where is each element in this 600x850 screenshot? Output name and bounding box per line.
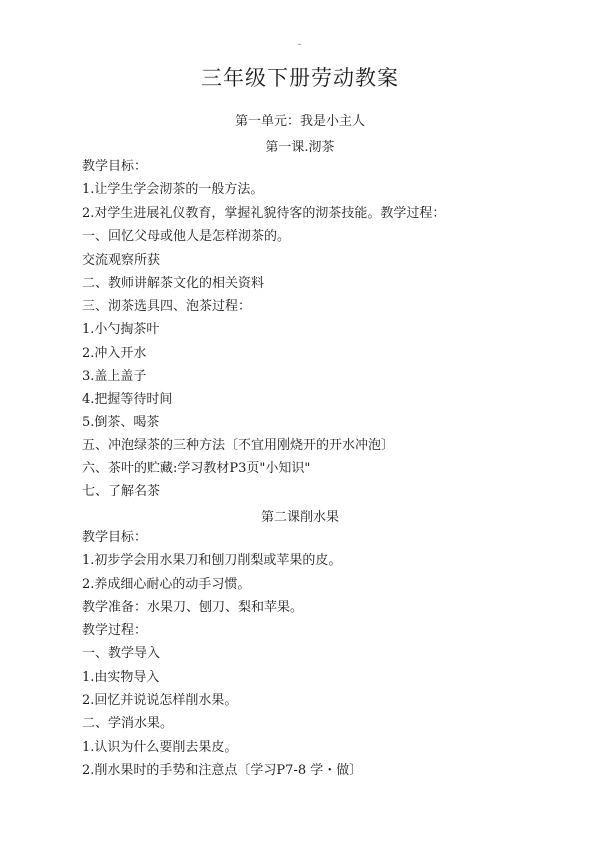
- lesson1-line: 4.把握等待时间: [82, 392, 173, 407]
- lesson1-heading: 第一课.沏茶: [265, 140, 335, 155]
- lesson2-line: 2.回忆并说说怎样削水果。: [82, 693, 238, 708]
- lesson1-line: 六、茶叶的贮藏:学习教材P3页"小知识": [82, 461, 311, 476]
- lesson1-line: 教学目标：: [82, 159, 148, 174]
- lesson2-line: 教学准备：水果刀、刨刀、梨和苹果。: [82, 600, 304, 615]
- unit-heading: 第一单元：我是小主人: [234, 114, 365, 129]
- lesson2-line: 1.由实物导入: [82, 670, 160, 685]
- lesson2-line: 1.认识为什么要削去果皮。: [82, 740, 238, 755]
- lesson1-line: 三、沏茶选具四、泡茶过程：: [82, 299, 252, 314]
- header-mark: -: [298, 40, 302, 50]
- lesson2-line: 2.养成细心耐心的动手习惯。: [82, 577, 251, 592]
- lesson1-line: 5.倒茶、喝茶: [82, 415, 160, 430]
- lesson2-line: 1.初步学会用水果刀和刨刀削梨或苹果的皮。: [82, 553, 342, 568]
- lesson2-line: 2.削水果时的手势和注意点〔学习P7-8 学・做〕: [82, 763, 363, 778]
- lesson1-line: 二、教师讲解茶文化的相关资料: [82, 276, 265, 291]
- lesson1-line: 1.小勺掏茶叶: [82, 322, 160, 337]
- lesson2-line: 教学过程：: [82, 623, 148, 638]
- lesson1-line: 五、冲泡绿茶的三种方法〔不宜用刚烧开的开水冲泡〕: [82, 438, 395, 453]
- lesson2-line: 二、学消水果。: [82, 716, 174, 731]
- lesson1-line: 一、回忆父母或他人是怎样沏茶的。: [82, 229, 291, 244]
- lesson2-line: 一、教学导入: [82, 646, 161, 661]
- lesson1-line: 七、了解名茶: [82, 484, 161, 499]
- lesson1-line: 2.对学生进展礼仪教育，掌握礼貌待客的沏茶技能。教学过程：: [82, 206, 446, 221]
- lesson1-line: 1.让学生学会沏茶的一般方法。: [82, 182, 264, 197]
- lesson1-line: 交流观察所获: [82, 253, 161, 268]
- document-title: 三年级下册劳动教案: [201, 66, 399, 90]
- lesson2-heading: 第二课削水果: [260, 510, 339, 525]
- lesson1-line: 2.冲入开水: [82, 346, 147, 361]
- lesson2-line: 教学目标：: [82, 530, 148, 545]
- lesson1-line: 3.盖上盖子: [82, 369, 147, 384]
